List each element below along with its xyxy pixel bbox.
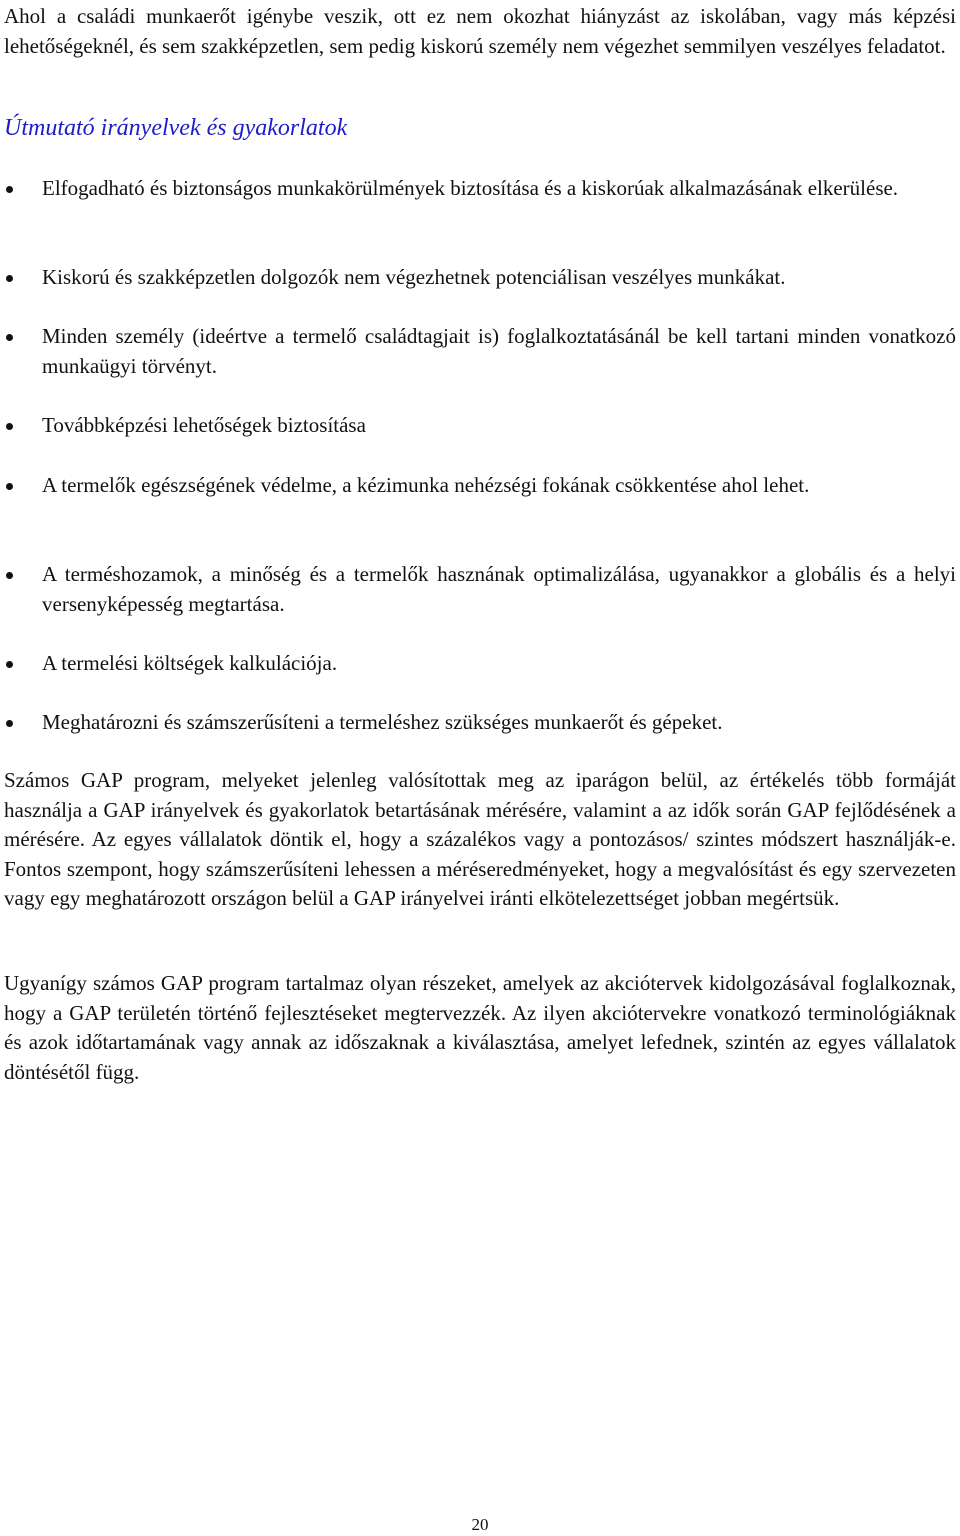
- list-item: [4, 263, 956, 293]
- bullet-icon: [6, 334, 13, 341]
- list-item-text: A termelési költségek kalkulációja.: [42, 651, 338, 675]
- list-item-text: Kiskorú és szakképzetlen dolgozók nem végezhetnek potenciálisan veszélyes munkákat.: [42, 265, 786, 289]
- list-item-text: Minden személy (ideértve a termelő családtagjait is) foglalkoztatásánál be kell tartani minden vonatkozó munkaügyi törvényt.: [42, 324, 956, 378]
- bullet-icon: [6, 275, 13, 282]
- gap-assessment-paragraph: Számos GAP program, melyeket jelenleg valósítottak meg az iparágon belül, az értékelés több formáját használja a GAP irányelvek és gyakorlatok betartásának mérésére, valamint a az idők során GAP fejlődésének a mérésére. Az egyes vállalatok döntik el, hogy a százalékos vagy a pontozásos/ szintes módszert használják-e. Fontos szempont, hogy számszerűsíteni lehessen a méréseredményeket, hogy a megvalósítást és egy szervezeten vagy egy meghatározott országon belül a GAP irányelvei iránti elkötelezettséget jobban megértsük.: [4, 768, 956, 910]
- bullet-icon: [6, 423, 13, 430]
- page-number: 20: [471, 1515, 489, 1534]
- list-item-text: A terméshozamok, a minőség és a termelők hasznának optimalizálása, ugyanakkor a globális és a helyi versenyképesség megtartása.: [42, 562, 956, 616]
- list-item: [4, 174, 956, 204]
- list-item: [4, 708, 956, 738]
- gap-action-plan-paragraph: Ugyanígy számos GAP program tartalmaz olyan részeket, amelyek az akciótervek kidolgozásával foglalkoznak, hogy a GAP területén történő fejlesztéseket megtervezzék. Az ilyen akciótervekre vonatkozó terminológiáknak és azok időtartamának vagy annak az időszaknak a kiválasztása, amelyet lefednek, szintén az egyes vállalatok döntésétől függ.: [4, 971, 956, 1084]
- list-item: [4, 411, 956, 441]
- intro-paragraph: Ahol a családi munkaerőt igénybe veszik, ott ez nem okozhat hiányzást az iskolában, vagy más képzési lehetőségeknél, és sem szakképzetlen, sem pedig kiskorú személy nem végezhet semmilyen veszélyes feladatot.: [4, 4, 956, 58]
- bullet-icon: [6, 483, 13, 490]
- list-item: [4, 322, 956, 381]
- list-item-text: Továbbképzési lehetőségek biztosítása: [42, 413, 366, 437]
- list-item: [4, 649, 956, 679]
- bullet-icon: [6, 186, 13, 193]
- list-item-text: A termelők egészségének védelme, a kézimunka nehézségi fokának csökkentése ahol lehet.: [42, 473, 810, 497]
- bullet-icon: [6, 720, 13, 727]
- list-item: [4, 560, 956, 619]
- bullet-icon: [6, 572, 13, 579]
- bullet-icon: [6, 661, 13, 668]
- list-item: [4, 471, 956, 501]
- list-item-text: Meghatározni és számszerűsíteni a termeléshez szükséges munkaerőt és gépeket.: [42, 710, 723, 734]
- list-item-text: Elfogadható és biztonságos munkakörülmények biztosítása és a kiskorúak alkalmazásának elkerülése.: [42, 176, 899, 200]
- section-heading: Útmutató irányelvek és gyakorlatok: [4, 115, 348, 141]
